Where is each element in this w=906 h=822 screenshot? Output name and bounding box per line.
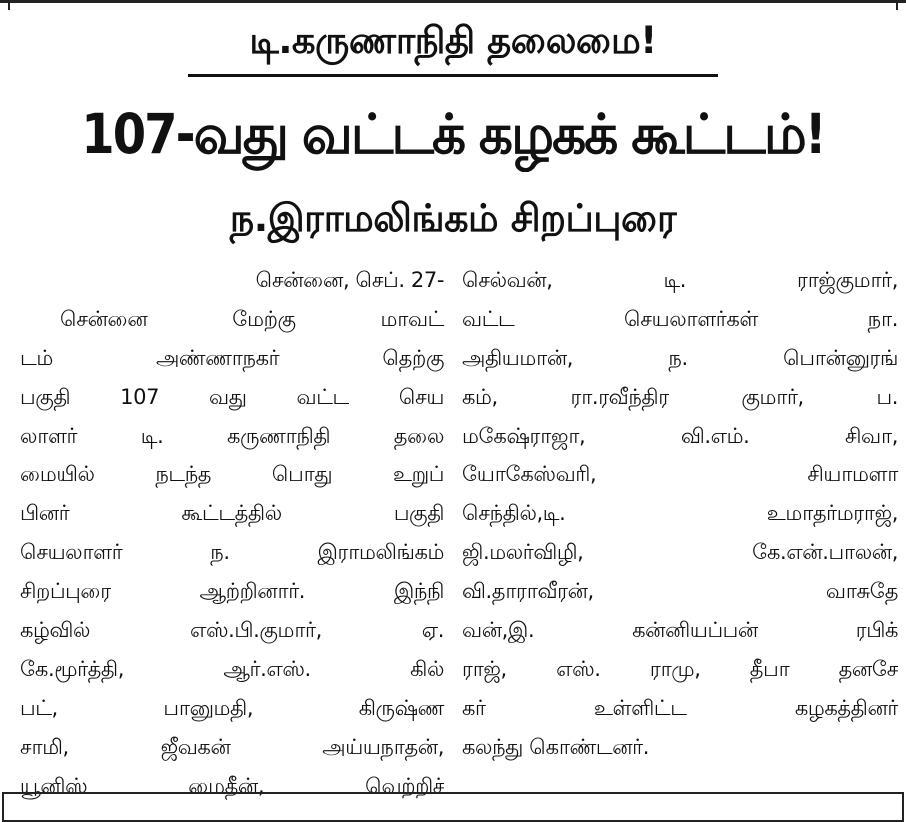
dateline: சென்னை, செப். 27- <box>255 268 444 292</box>
body-line: கே.மூர்த்தி, ஆர்.எஸ். கில் <box>20 656 444 681</box>
body-line: கர் உள்ளிட்ட கழகத்தினர் <box>462 695 898 720</box>
article-kicker: டி.கருணாநிதி தலைமை! <box>249 19 657 62</box>
body-line: பினர் கூட்டத்தில் பகுதி <box>20 501 444 526</box>
body-line: மையில் நடந்த பொது உறுப் <box>20 462 444 487</box>
kicker-underline <box>188 74 718 77</box>
body-line: லாளர் டி. கருணாநிதி தலை <box>20 423 444 448</box>
body-line: யோகேஸ்வரி, சியாமளா <box>462 462 898 487</box>
body-line: பட், பானுமதி, கிருஷ்ண <box>20 695 444 720</box>
body-line: ஜி.மலர்விழி, கே.என்.பாலன், <box>462 540 898 565</box>
body-line: செயலாளர் ந. இராமலிங்கம் <box>20 540 444 565</box>
body-line: வன்,இ. கன்னியப்பன் ரபிக் <box>462 618 898 643</box>
body-line: மகேஷ்ராஜா, வி.எம். சிவா, <box>462 423 898 448</box>
body-line: வி.தாராவீரன், வாசுதே <box>462 579 898 604</box>
article-subhead: ந.இராமலிங்கம் சிறப்புரை <box>229 196 677 240</box>
body-line: செந்தில்,டி. உமாதர்மராஜ், <box>462 501 898 526</box>
body-line: சாமி, ஜீவகன் அய்யநாதன், <box>20 734 444 759</box>
top-border-rule <box>0 0 906 6</box>
left-text-column <box>20 261 444 805</box>
body-line: பகுதி 107 வது வட்ட செய <box>20 384 444 409</box>
body-line: யூனிஸ் மைதீன், வெற்றிச் <box>20 773 444 798</box>
body-line: கம், ரா.ரவீந்திர குமார், ப. <box>462 384 898 409</box>
body-line: செல்வன், டி. ராஜ்குமார், <box>462 268 898 292</box>
body-line: வட்ட செயலாளர்கள் நா. <box>462 306 898 331</box>
body-line: கழ்வில் எஸ்.பி.குமார், ஏ. <box>20 618 444 643</box>
body-line: அதியமான், ந. பொன்னுரங் <box>462 345 898 370</box>
body-line: சிறப்புரை ஆற்றினார். இந்நி <box>20 579 444 604</box>
article-headline: 107-வது வட்டக் கழகக் கூட்டம்! <box>81 102 825 166</box>
body-line-last: கலந்து கொண்டனர். <box>462 734 650 759</box>
body-line: ராஜ், எஸ். ராமு, தீபா தனசே <box>462 656 898 681</box>
body-line: டம் அண்ணாநகர் தெற்கு <box>20 345 444 370</box>
right-text-column <box>462 261 898 767</box>
body-line: சென்னை மேற்கு மாவட் <box>60 306 444 331</box>
